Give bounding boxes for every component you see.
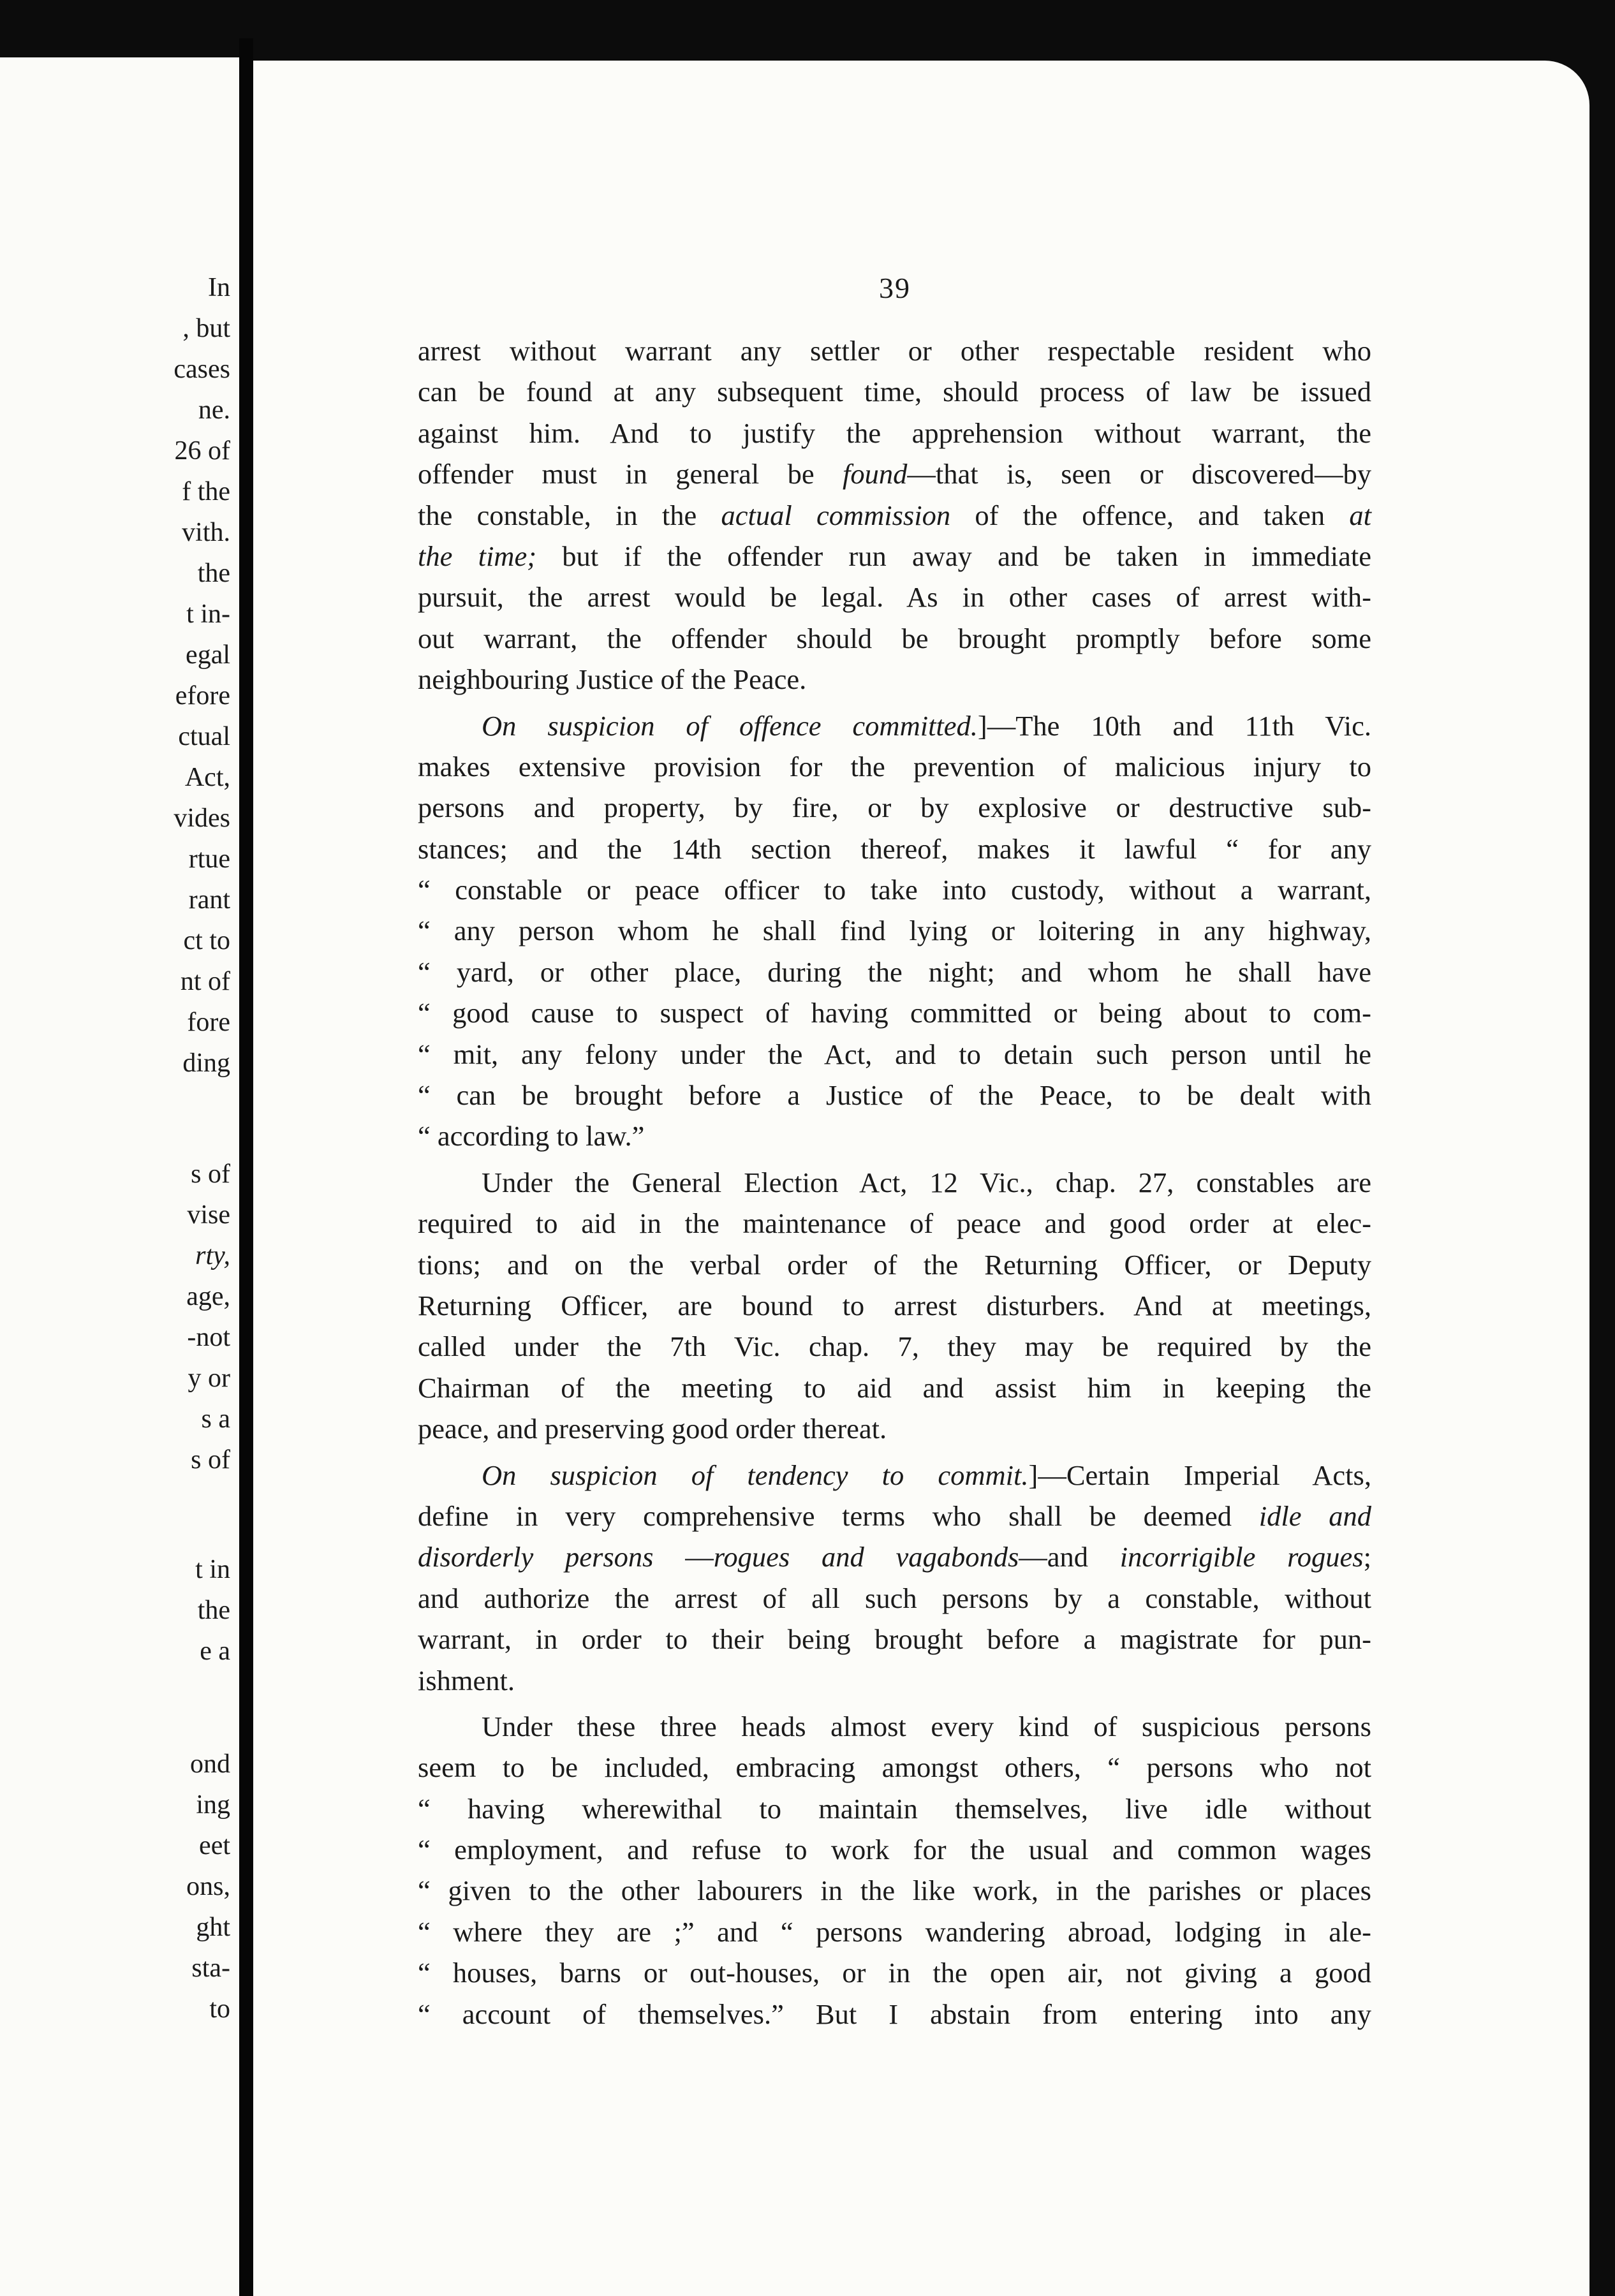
text-line: pursuit, the arrest would be legal. As in other cases of arrest with- (418, 581, 1371, 614)
left-page-fragment: s of (191, 1445, 230, 1475)
left-page-fragment: -not (187, 1323, 230, 1352)
left-page-fragment: ne. (198, 395, 230, 425)
text-line: “ having wherewithal to maintain themselves, live idle without (418, 1792, 1371, 1825)
text-line: offender must in general be found—that is, seen or discovered—by (418, 458, 1371, 490)
text-line: can be found at any subsequent time, should process of law be issued (418, 376, 1371, 408)
text-line: “ can be brought before a Justice of the Peace, to be dealt with (418, 1079, 1371, 1112)
text-line: “ given to the other labourers in the like work, in the parishes or places (418, 1874, 1371, 1907)
left-page-fragment: In (208, 273, 230, 302)
text-line: Returning Officer, are bound to arrest disturbers. And at meetings, (418, 1289, 1371, 1321)
text-line: called under the 7th Vic. chap. 7, they may be required by the (418, 1330, 1371, 1363)
text-line: the constable, in the actual commission of the offence, and taken at (418, 499, 1371, 531)
left-page-fragment: s a (201, 1404, 230, 1434)
text-line: “ constable or peace officer to take into custody, without a warrant, (418, 874, 1371, 906)
left-page-fragment: fore (187, 1008, 230, 1037)
left-page-fragment: the (197, 559, 230, 588)
text-line: ishment. (418, 1664, 515, 1696)
paragraph-2 (418, 705, 1371, 1157)
text-line: “ any person whom he shall find lying or loitering in any highway, (418, 915, 1371, 947)
book-gutter (239, 38, 253, 2296)
text-line: On suspicion of offence committed.]—The 10th and 11th Vic. (482, 709, 1371, 742)
paragraph-3 (418, 1162, 1371, 1450)
left-page-fragment: ons, (186, 1872, 230, 1901)
left-page-fragment: ing (196, 1790, 230, 1820)
text-line: “ employment, and refuse to work for the usual and common wages (418, 1834, 1371, 1866)
left-page-fragment: sta- (191, 1954, 230, 1983)
left-page-fragment: s of (191, 1159, 230, 1189)
left-page-fragment: Act, (184, 763, 230, 792)
left-page-fragment: t in- (186, 600, 230, 629)
left-page-fragment: t in (195, 1555, 230, 1584)
left-page-fragment: vith. (182, 518, 230, 547)
left-page-fragment: the (197, 1596, 230, 1625)
text-line: arrest without warrant any settler or other respectable resident who (418, 335, 1371, 367)
left-page-fragment: cases (173, 355, 230, 384)
text-line: stances; and the 14th section thereof, makes it lawful “ for any (418, 832, 1371, 865)
text-line: makes extensive provision for the prevention of malicious injury to (418, 750, 1371, 783)
text-line: “ where they are ;” and “ persons wandering abroad, lodging in ale- (418, 1915, 1371, 1948)
section-heading: On suspicion of tendency to commit. (482, 1459, 1029, 1491)
text-line: required to aid in the maintenance of peace and good order at elec- (418, 1207, 1371, 1240)
left-facing-page (0, 57, 239, 2296)
text-line: “ good cause to suspect of having committed or being about to com- (418, 997, 1371, 1029)
text-line: out warrant, the offender should be brought promptly before some (418, 622, 1371, 654)
text-line: “ yard, or other place, during the night; and whom he shall have (418, 955, 1371, 988)
text-line: On suspicion of tendency to commit.]—Certain Imperial Acts, (482, 1459, 1371, 1491)
left-page-fragment: ct to (183, 926, 230, 955)
paragraph-4 (418, 1455, 1371, 1701)
left-page-fragment: to (209, 1994, 230, 2024)
section-heading: On suspicion of offence committed. (482, 709, 978, 742)
text-line: “ mit, any felony under the Act, and to detain such person until he (418, 1038, 1371, 1070)
left-page-fragment: f the (182, 477, 230, 506)
left-page-fragment: , but (182, 314, 230, 343)
text-line: Under the General Election Act, 12 Vic., chap. 27, constables are (482, 1166, 1371, 1198)
text-line: the time; but if the offender run away and be taken in immediate (418, 540, 1371, 572)
page-number: 39 (879, 272, 911, 304)
text-line: persons and property, by fire, or by explosive or destructive sub- (418, 791, 1371, 824)
text-line: and authorize the arrest of all such persons by a constable, without (418, 1582, 1371, 1614)
text-line: Chairman of the meeting to aid and assist him in keeping the (418, 1371, 1371, 1404)
left-page-fragment: ding (182, 1049, 230, 1078)
text-line: seem to be included, embracing amongst others, “ persons who not (418, 1751, 1371, 1784)
left-page-fragment: vise (187, 1200, 230, 1230)
text-line: “ account of themselves.” But I abstain from entering into any (418, 1998, 1371, 2030)
text-line: disorderly persons —rogues and vagabonds—and incorrigible rogues; (418, 1541, 1371, 1573)
left-page-fragment: ctual (178, 722, 230, 751)
left-page-fragment: rant (188, 885, 230, 915)
text-line: Under these three heads almost every kind of suspicious persons (482, 1710, 1371, 1742)
left-page-fragment: 26 of (174, 436, 230, 466)
left-page-fragment: efore (175, 681, 230, 710)
left-page-fragment: e a (200, 1637, 230, 1666)
paragraph-1 (418, 330, 1371, 700)
text-line: “ houses, barns or out-houses, or in the open air, not giving a good (418, 1957, 1371, 1989)
left-page-fragment: ght (196, 1913, 230, 1942)
body-text (418, 330, 1371, 2035)
left-page-fragment: y or (188, 1364, 230, 1393)
left-page-fragment: nt of (180, 967, 230, 996)
left-page-fragment: rty, (195, 1241, 230, 1270)
left-page-fragment: ond (190, 1749, 230, 1779)
paragraph-5 (418, 1706, 1371, 2035)
left-page-fragment: rtue (188, 844, 230, 874)
text-line: “ according to law.” (418, 1120, 645, 1152)
left-page-fragment: egal (186, 640, 230, 670)
left-page-fragment: eet (199, 1831, 230, 1860)
left-page-fragment: age, (186, 1282, 230, 1311)
text-line: neighbouring Justice of the Peace. (418, 663, 807, 696)
text-line: against him. And to justify the apprehension without warrant, the (418, 416, 1371, 449)
text-line: warrant, in order to their being brought before a magistrate for pun- (418, 1623, 1371, 1656)
text-line: define in very comprehensive terms who shall be deemed idle and (418, 1499, 1371, 1532)
text-line: tions; and on the verbal order of the Returning Officer, or Deputy (418, 1248, 1371, 1281)
text-line: peace, and preserving good order thereat. (418, 1413, 887, 1445)
left-page-fragment: vides (173, 804, 230, 833)
